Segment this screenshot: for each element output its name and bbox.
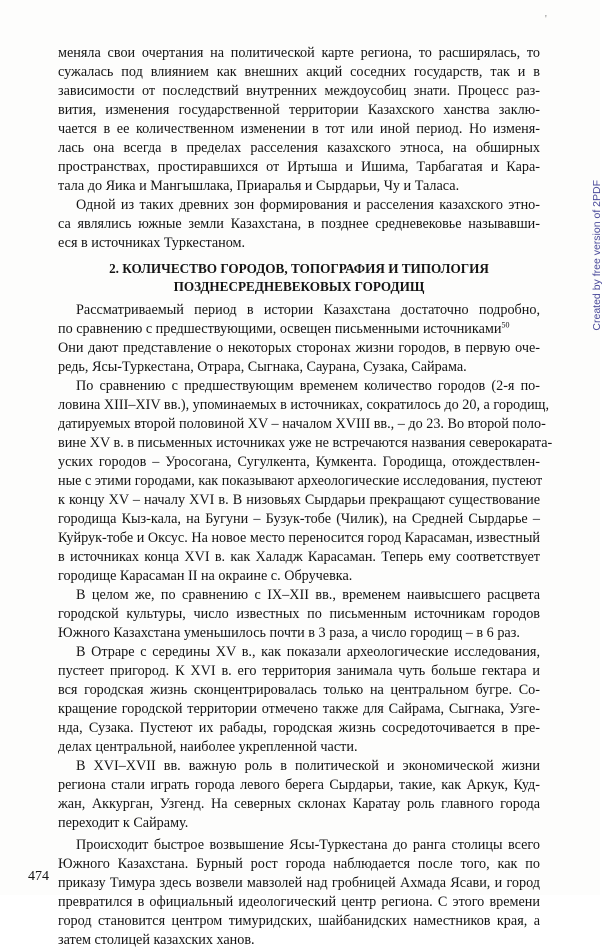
paragraph-8-line: Происходит быстрое возвышение Ясы-Туркестана до ранга столицы всего [76, 837, 540, 853]
paragraph-4-line: ные с этими городами, как показывают археологические исследования, пустеют [58, 473, 543, 489]
paragraph-5-line: Южного Казахстана уменьшилось почти в 3 раза, а число городищ – в 6 раз. [58, 625, 520, 641]
footnote-reference: 50 [501, 320, 510, 330]
page-number: 474 [28, 869, 49, 884]
paragraph-8-line: затем столицей казахских ханов. [58, 932, 255, 948]
paragraph-1-line: зависимости от последствий внутренних междоусобиц знати. Процесс раз- [58, 83, 540, 99]
paragraph-4-line: ловина XIII–XIV вв.), упоминаемых в источниках, сократилось до 20, а городищ, [58, 397, 550, 413]
paragraph-3-line [58, 320, 540, 339]
paragraph-4-line: Куйрук-тобе и Оксус. На новое место переносится город Карасаман, известный [58, 530, 540, 546]
paragraph-6-line: вся городская жизнь сконцентрировалась только на центральном бугре. Со- [58, 682, 540, 698]
paragraph-8-line: превратился в официальный идеологический центр региона. С этого времени [58, 894, 540, 910]
paragraph-3-line: Рассматриваемый период в истории Казахстана достаточно подробно, [76, 302, 540, 318]
paragraph-3-line-text: по сравнению с предшествующими, освещен письменными источниками [58, 321, 502, 337]
section-heading-line: ПОЗДНЕСРЕДНЕВЕКОВЫХ ГОРОДИЩ [173, 279, 425, 294]
paragraph-7-line: переходит к Сайраму. [58, 815, 189, 831]
watermark-text: Created by free version of 2PDF [591, 180, 603, 331]
paragraph-8-line: приказу Тимура здесь возвели мавзолей над гробницей Ахмада Ясави, и город [58, 875, 540, 891]
paragraph-7-line: В XVI–XVII вв. важную роль в политической и экономической жизни [76, 758, 540, 774]
paragraph-1-line: лась она всегда в пределах расселения казахского этноса, на обширных [58, 140, 540, 156]
paragraph-1-line: пространствах, простиравшихся от Иртыша и Ишима, Тарбагатая и Кара- [58, 159, 540, 175]
top-mark: ' [545, 14, 547, 25]
paragraph-7-line: региона стали играть города левого берега Сырдарьи, такие, как Аркук, Куд- [58, 777, 540, 793]
paragraph-7-line: жан, Аккурган, Узгенд. На северных склонах Каратау роль главного города [58, 796, 540, 812]
paragraph-5-line: городской культуры, число известных по письменным источникам городов [58, 606, 540, 622]
paragraph-4-line: городища Кыз-кала, на Бугуни – Бузук-тобе (Чилик), на Средней Сырдарье – [58, 511, 540, 527]
paragraph-3-line: Они дают представление о некоторых сторонах жизни городов, в первую оче- [58, 340, 540, 356]
paragraph-1-line: сужалась под влиянием как внешних акций соседних государств, так и в [58, 64, 540, 80]
paragraph-8-line: город становится центром тимуридских, шайбанидских наместников края, а [58, 913, 540, 929]
section-heading-line: 2. КОЛИЧЕСТВО ГОРОДОВ, ТОПОГРАФИЯ И ТИПОЛОГИЯ [109, 261, 489, 276]
paragraph-5-line: В целом же, по сравнению с IX–XII вв., временем наивысшего расцвета [76, 587, 540, 603]
paragraph-6-line: делах центральной, наиболее укрепленной части. [58, 739, 358, 755]
paragraph-1-line: тала до Яика и Мангышлака, Приаралья и Сырдарьи, Чу и Таласа. [58, 178, 460, 194]
paragraph-2-line: са являлись южные земли Казахстана, в позднее средневековье называвши- [58, 216, 540, 232]
paragraph-4-line: По сравнению с предшествующим временем количество городов (2-я по- [76, 378, 540, 394]
paragraph-6-line: пустеет пригород. К XVI в. его территория занимала чуть больше гектара и [58, 663, 540, 679]
paragraph-4-line: в источниках конца XVI в. как Халадж Карасаман. Теперь ему соответствует [58, 549, 540, 565]
paragraph-2-line: еся в источниках Туркестаном. [58, 235, 246, 251]
paragraph-3-line: редь, Ясы-Туркестана, Отрара, Сыгнака, Саурана, Сузака, Сайрама. [58, 359, 467, 375]
paragraph-1-line: вития, изменения государственной территории Казахского ханства заклю- [58, 102, 540, 118]
paragraph-4-line: городище Карасаман II на окраине с. Обручевка. [58, 568, 353, 584]
paragraph-6-line: кращение городской территории отмечено также для Сайрама, Сыгнака, Узге- [58, 701, 540, 717]
paragraph-4-line: датируемых второй половиной XV – началом XVIII вв., – до 23. Во второй поло- [58, 416, 546, 432]
paragraph-1-line: чается в ее количественном изменении в тот или иной период. Но изменя- [58, 121, 540, 137]
paragraph-4-line: уских городов – Уросогана, Сугулкента, Кумкента. Городища, отождествлен- [58, 454, 540, 470]
paragraph-2-line: Одной из таких древних зон формирования и расселения казахского этно- [76, 197, 540, 213]
paragraph-1-line: меняла свои очертания на политической карте региона, то расширялась, то [58, 45, 540, 61]
paragraph-4-line: вине XV в. в письменных источниках уже не встречаются названия северокарата- [58, 435, 553, 451]
paragraph-8-line: Южного Казахстана. Бурный рост города наблюдается после того, как по [58, 856, 540, 872]
paragraph-4-line: к концу XV – началу XVI в. В низовьях Сырдарьи прекращают существование [58, 492, 540, 508]
paragraph-6-line: В Отраре с середины XV в., как показали археологические исследования, [76, 644, 540, 660]
paragraph-6-line: нда, Сузака. Пустеют их рабады, городская жизнь сосредоточивается в пре- [58, 720, 540, 736]
